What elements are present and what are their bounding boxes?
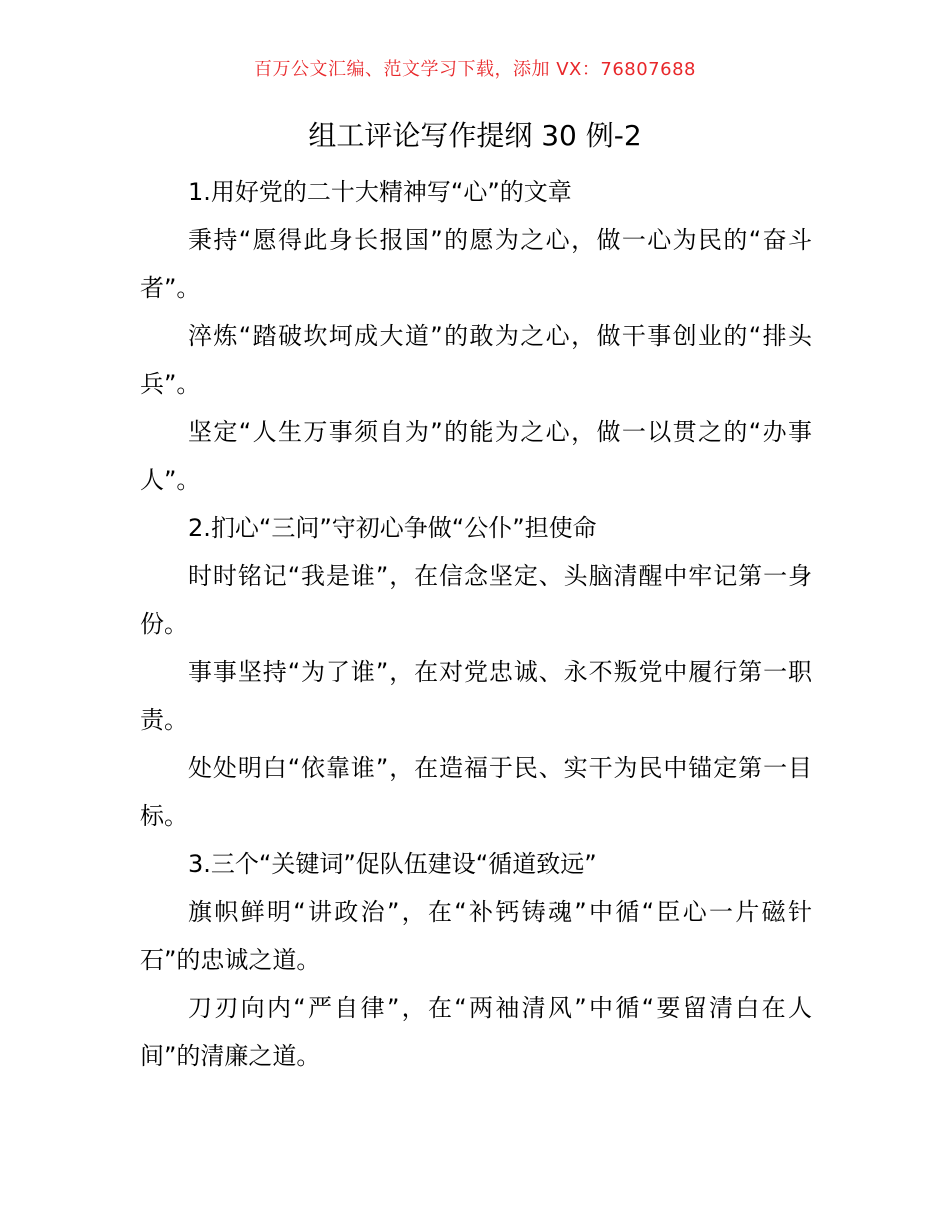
body-paragraph: 刀刃向内“严自律”，在“两袖清风”中循“要留清白在人间”的清廉之道。 [140, 994, 812, 1070]
body-paragraph: 事事坚持“为了谁”，在对党忠诚、永不叛党中履行第一职责。 [140, 658, 812, 734]
body-paragraph: 时时铭记“我是谁”，在信念坚定、头脑清醒中牢记第一身份。 [140, 562, 812, 638]
document-title: 组工评论写作提纲 30 例-2 [308, 119, 642, 152]
header-note: 百万公文汇编、范文学习下载，添加 VX：76807688 [254, 59, 696, 80]
body-paragraph: 淬炼“踏破坎坷成大道”的敢为之心，做干事创业的“排头兵”。 [140, 322, 812, 398]
section-heading-3: 3.三个“关键词”促队伍建设“循道致远” [188, 850, 597, 878]
body-paragraph: 坚定“人生万事须自为”的能为之心，做一以贯之的“办事人”。 [140, 418, 812, 494]
section-heading-2: 2.扪心“三问”守初心争做“公仆”担使命 [188, 514, 597, 542]
body-paragraph: 旗帜鲜明“讲政治”，在“补钙铸魂”中循“臣心一片磁针石”的忠诚之道。 [140, 898, 812, 974]
document-body [140, 168, 812, 1080]
section-heading-1: 1.用好党的二十大精神写“心”的文章 [188, 178, 572, 206]
body-paragraph: 处处明白“依靠谁”，在造福于民、实干为民中锚定第一目标。 [140, 754, 812, 830]
body-paragraph: 秉持“愿得此身长报国”的愿为之心，做一心为民的“奋斗者”。 [140, 226, 812, 302]
